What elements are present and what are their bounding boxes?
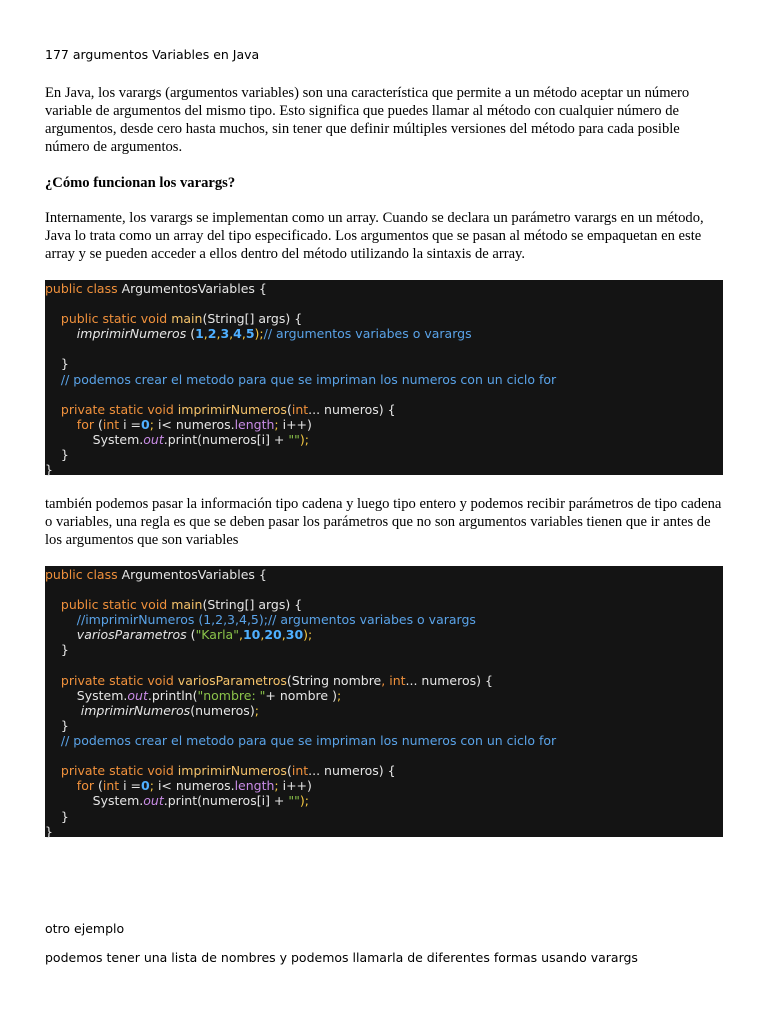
code-punct: ,	[381, 672, 390, 688]
code-text: i =	[119, 778, 142, 794]
code-line	[45, 688, 723, 703]
code-function: main	[171, 311, 203, 327]
code-comment: //imprimirNumeros (1,2,3,4,5);// argumentos variabes o varargs	[45, 612, 476, 628]
code-keyword: public static void	[45, 597, 172, 613]
section-heading: ¿Cómo funcionan los varargs?	[45, 175, 236, 191]
code-line	[45, 627, 723, 642]
code-punct: ,	[203, 326, 208, 342]
code-keyword: private static void	[45, 763, 178, 779]
code-text: (String[] args) {	[202, 311, 303, 327]
code-text: .println(	[147, 687, 198, 703]
code-number: 20	[264, 627, 282, 643]
otro-ejemplo-text: otro ejemplo	[45, 921, 125, 936]
code-line	[45, 809, 723, 824]
code-text: }	[45, 642, 69, 658]
code-call: imprimirNumeros	[76, 326, 187, 342]
code-number: 30	[285, 627, 304, 643]
code-text: (	[93, 416, 103, 432]
code-keyword: for	[76, 416, 94, 432]
code-keyword: public class	[45, 567, 118, 582]
code-punct: ,	[229, 326, 234, 342]
code-text: }	[45, 462, 53, 478]
code-line	[45, 341, 723, 356]
code-line	[45, 402, 723, 417]
code-punct: ,	[281, 627, 286, 643]
code-line	[45, 642, 723, 657]
code-text: (	[286, 401, 292, 417]
code-line	[45, 417, 723, 432]
code-line	[45, 372, 723, 387]
code-field: out	[143, 793, 164, 809]
code-text: ... numeros) {	[308, 401, 396, 417]
code-text: .print(numeros[i] +	[163, 431, 289, 447]
code-text: }	[45, 447, 69, 463]
code-string: "nombre: "	[197, 687, 266, 703]
code-line	[45, 673, 723, 688]
code-line	[45, 733, 723, 748]
code-string: ""	[288, 793, 300, 809]
code-keyword: int	[102, 778, 120, 794]
code-string: ""	[288, 431, 300, 447]
code-call: imprimirNumeros	[80, 702, 191, 718]
code-text: .print(numeros[i] +	[163, 793, 289, 809]
code-punct: ,	[241, 326, 246, 342]
code-text: }	[45, 717, 69, 733]
lista-nombres-text: podemos tener una lista de nombres y podemos llamarla de diferentes formas usando varargs	[45, 950, 638, 965]
code-line	[45, 763, 723, 778]
code-keyword: int	[389, 672, 406, 688]
code-punct: ;	[336, 687, 342, 703]
code-keyword: int	[291, 763, 309, 779]
code-text: System.	[45, 793, 144, 809]
code-field: length	[234, 416, 275, 432]
code-text: (String nombre	[286, 672, 382, 688]
code-function: variosParametros	[177, 672, 287, 688]
code-call: variosParametros	[76, 627, 187, 643]
code-punct: );	[303, 627, 313, 643]
code-comment: // podemos crear el metodo para que se impriman los numeros con un ciclo for	[45, 371, 557, 387]
code-number: 0	[141, 416, 150, 432]
code-line	[45, 462, 723, 477]
code-text: ArgumentosVariables {	[117, 567, 267, 582]
code-indent	[45, 778, 77, 793]
code-block-2	[45, 566, 723, 837]
code-text: i =	[119, 416, 142, 432]
code-punct: ,	[238, 627, 243, 643]
code-line	[45, 387, 723, 402]
code-field: out	[143, 431, 164, 447]
code-punct: ;	[254, 702, 259, 718]
code-field: length	[234, 778, 275, 794]
code-text: ArgumentosVariables {	[117, 281, 267, 296]
code-line	[45, 311, 723, 326]
code-punct: );	[299, 793, 309, 809]
code-keyword: private static void	[45, 672, 178, 688]
code-function: main	[171, 597, 203, 613]
code-indent	[45, 417, 77, 432]
code-keyword: public static void	[45, 311, 172, 327]
code-line	[45, 778, 723, 793]
code-number: 5	[245, 326, 255, 342]
code-comment: // podemos crear el metodo para que se impriman los numeros con un ciclo for	[45, 733, 557, 749]
code-punct: ;	[274, 416, 279, 432]
code-text: (	[93, 778, 103, 794]
code-indent	[45, 703, 81, 718]
code-number: 0	[141, 778, 150, 794]
code-line	[45, 612, 723, 627]
code-function: imprimirNumeros	[177, 401, 287, 417]
code-function: imprimirNumeros	[177, 763, 287, 779]
code-number: 3	[220, 326, 230, 342]
code-line	[45, 703, 723, 718]
code-line	[45, 718, 723, 733]
code-punct: );	[254, 326, 264, 342]
intro-paragraph: En Java, los varargs (argumentos variables) son una característica que permite a un método aceptar un número variable de argumentos del mismo tipo. Esto significa que puedes llamar al método con cualquier número de argumentos, desde cero hasta muchos, sin tener que definir múltiples versiones del método para cada posible número de argumentos.	[45, 85, 690, 155]
code-text: (String[] args) {	[202, 597, 303, 613]
code-line	[45, 748, 723, 763]
code-punct: ;	[274, 778, 279, 794]
code-text: i++)	[278, 778, 312, 794]
code-line	[45, 793, 723, 808]
code-keyword: int	[291, 401, 309, 417]
code-line	[45, 597, 723, 612]
code-line	[45, 326, 723, 341]
code-line	[45, 296, 723, 311]
code-punct: ,	[216, 326, 221, 342]
code-text: (	[186, 326, 196, 342]
code-line	[45, 658, 723, 673]
code-punct: ;	[149, 778, 154, 794]
code-line	[45, 432, 723, 447]
code-keyword: for	[76, 778, 94, 794]
internal-paragraph: Internamente, los varargs se implementan como un array. Cuando se declara un parámetro varargs en un método, Java lo trata como un array del tipo especificado. Los argumentos que se pasan al método se empaquetan en este array y se pueden acceder a ellos dentro del método utilizando la sintaxis de array.	[45, 210, 704, 262]
code-number: 2	[207, 326, 217, 342]
code-line	[45, 824, 723, 839]
code-number: 10	[242, 627, 261, 643]
code-text: (numeros)	[190, 702, 255, 718]
code-text: }	[45, 808, 69, 824]
code-field: out	[127, 687, 148, 703]
page-header: 177 argumentos Variables en Java	[45, 47, 260, 62]
code-line	[45, 582, 723, 597]
code-text: i++)	[278, 416, 312, 432]
code-comment: // argumentos variabes o varargs	[263, 326, 472, 342]
also-paragraph: también podemos pasar la información tipo cadena y luego tipo entero y podemos recibir parámetros de tipo cadena o variables, una regla es que se deben pasar los parámetros que no son argumentos variables tienen que ir antes de los argumentos que son variables	[45, 496, 722, 548]
code-keyword: private static void	[45, 401, 178, 417]
code-text: (	[286, 763, 292, 779]
code-text: i< numeros.	[153, 416, 235, 432]
code-text: }	[45, 356, 69, 372]
code-keyword: public class	[45, 281, 118, 296]
code-text: ... numeros) {	[405, 672, 493, 688]
code-line	[45, 447, 723, 462]
code-line	[45, 356, 723, 371]
code-text: System.	[45, 687, 128, 703]
code-string: "Karla"	[195, 627, 239, 643]
code-text: System.	[45, 431, 144, 447]
code-text: ... numeros) {	[308, 763, 396, 779]
code-line	[45, 567, 723, 582]
code-text: i< numeros.	[153, 778, 235, 794]
code-punct: );	[299, 431, 309, 447]
code-punct: ;	[149, 416, 154, 432]
code-block-1	[45, 280, 723, 478]
code-text: }	[45, 823, 53, 839]
code-text: + nombre )	[265, 687, 337, 703]
code-number: 4	[233, 326, 242, 342]
code-punct: ,	[260, 627, 265, 643]
code-text: (	[186, 627, 196, 643]
code-indent	[45, 326, 77, 341]
code-line	[45, 281, 723, 296]
code-keyword: int	[102, 416, 120, 432]
code-number: 1	[195, 326, 204, 342]
code-indent	[45, 627, 77, 642]
